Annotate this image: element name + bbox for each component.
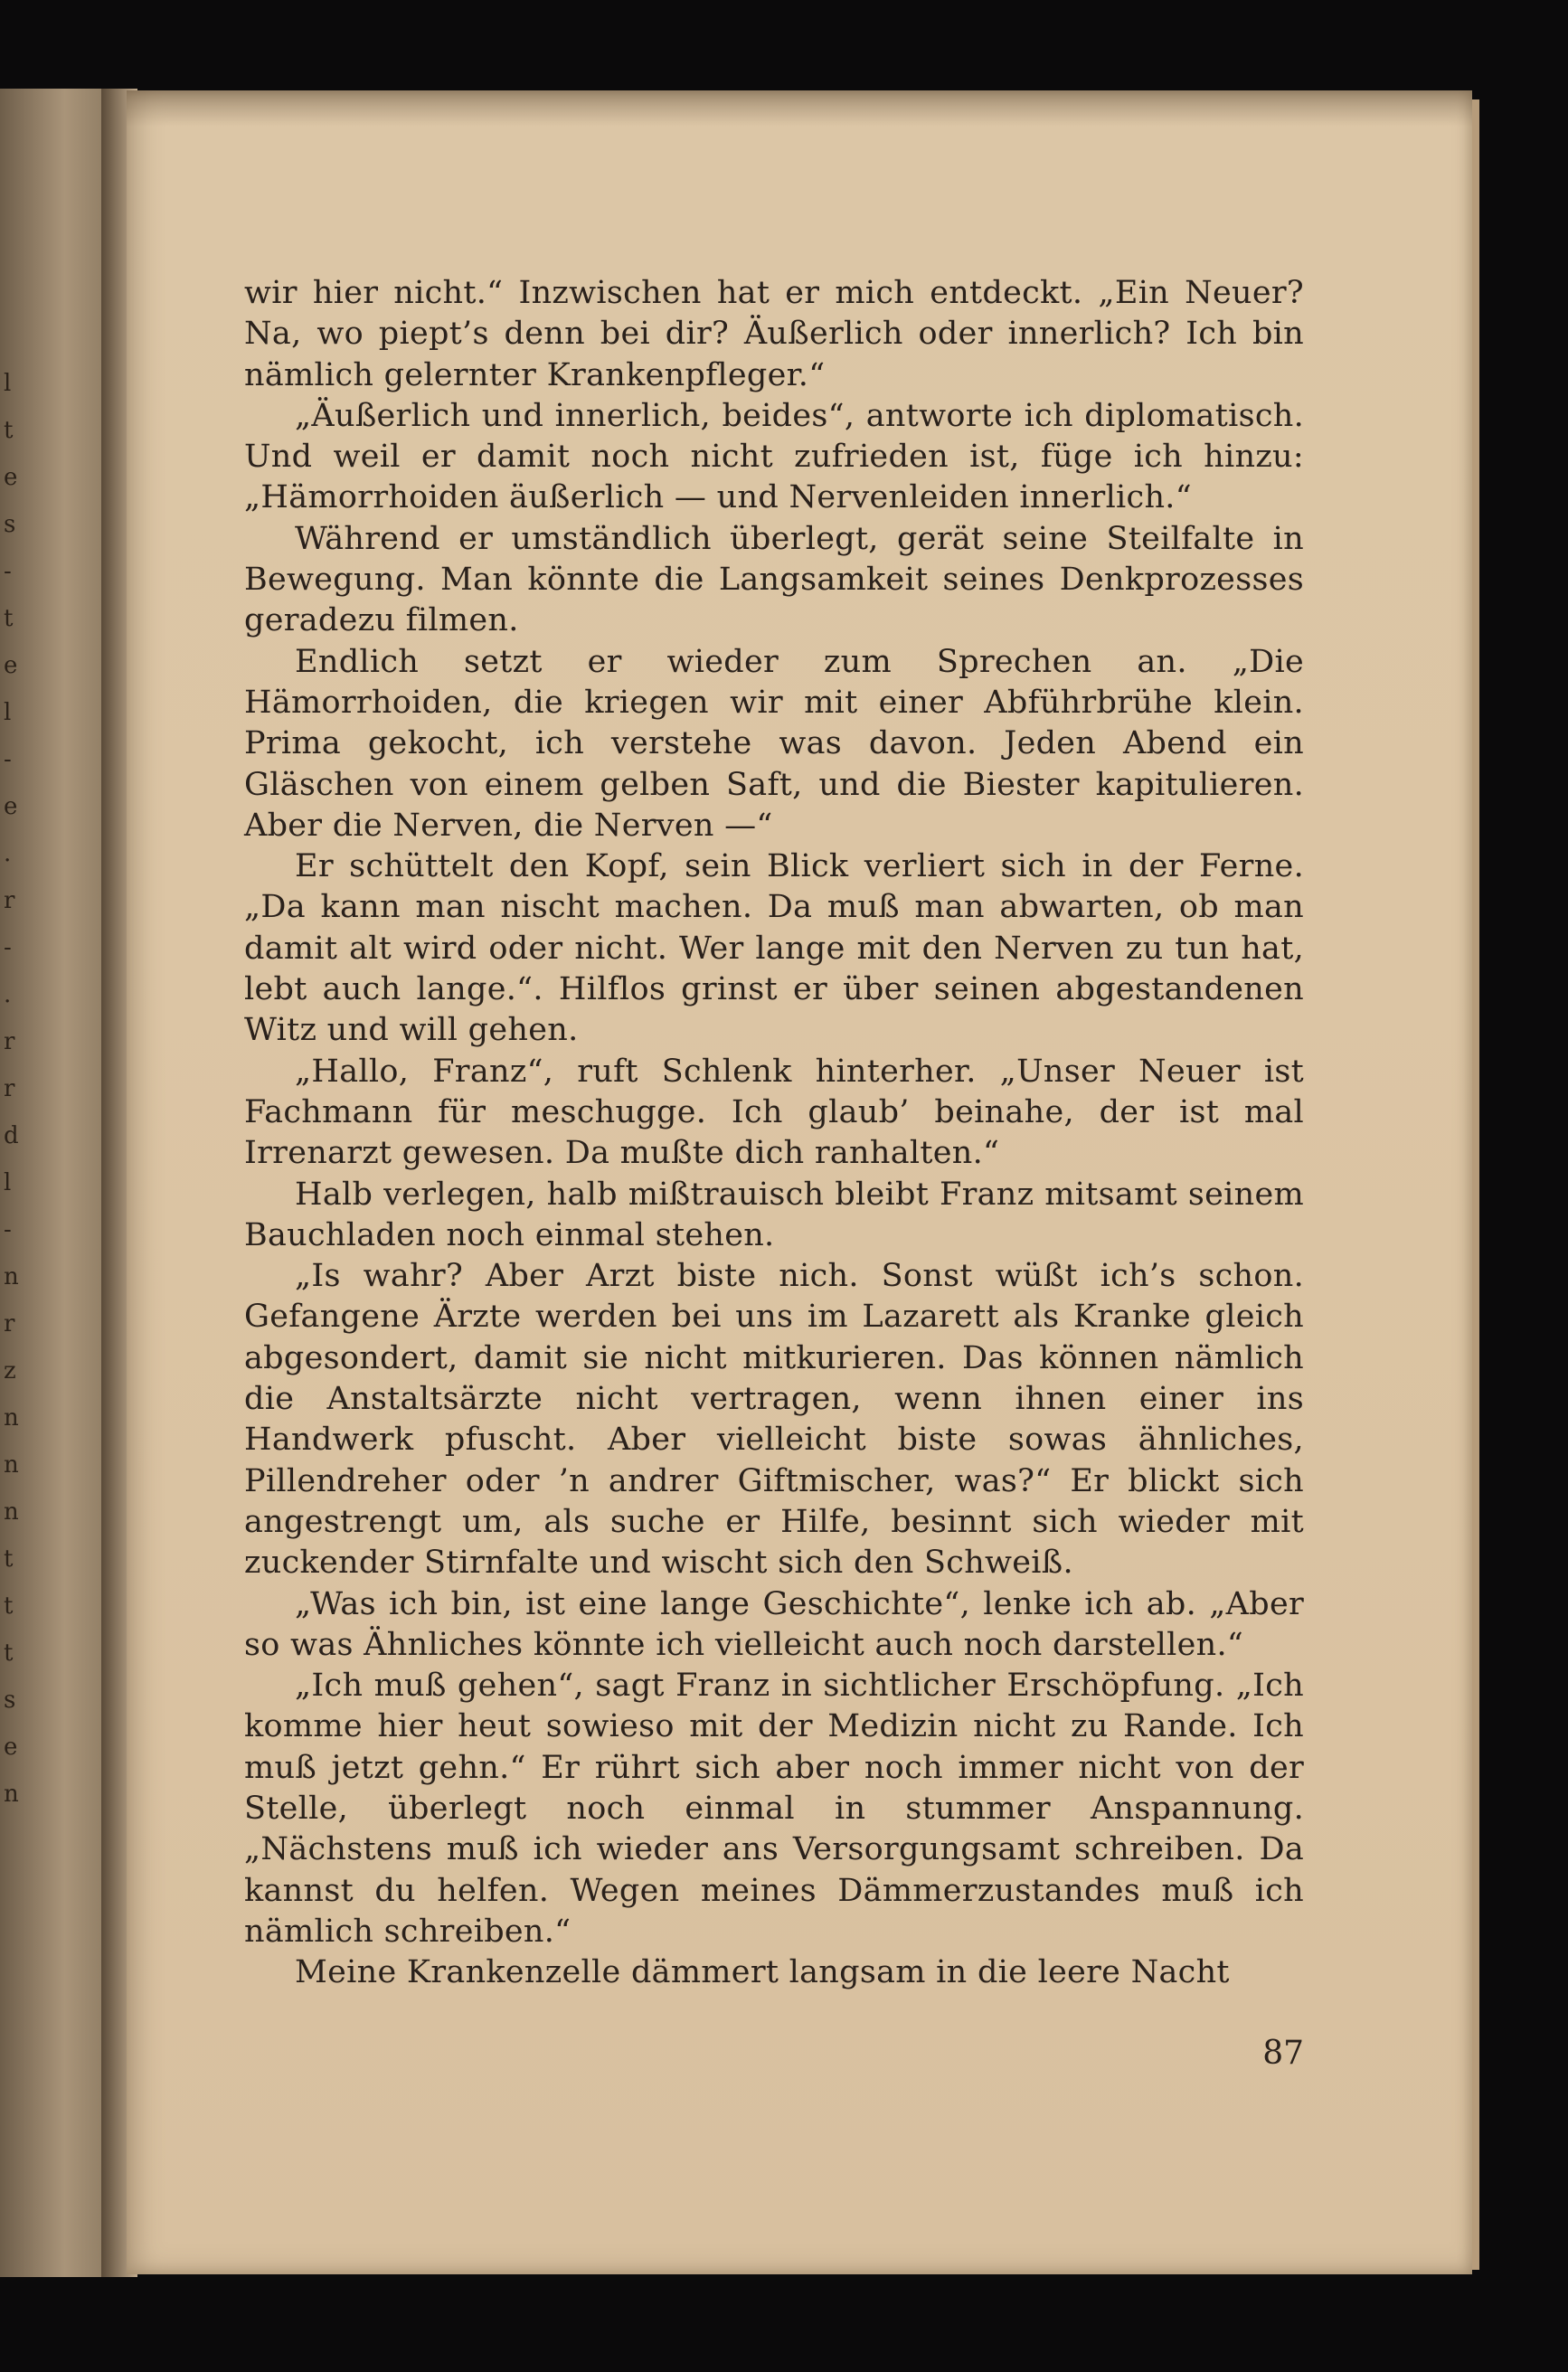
left-edge-fragment: e xyxy=(4,464,18,491)
left-edge-fragment: . xyxy=(4,981,12,1008)
left-edge-fragment: e xyxy=(4,652,18,679)
paragraph: „Is wahr? Aber Arzt biste nich. Sonst wüßt ich’s schon. Gefangene Ärzte werden bei uns im Lazarett als Kranke gleich abgesondert, damit sie nicht mitkurieren. Das können nämlich die Anstaltsärzte nicht vertragen, wenn ihnen einer ins Handwerk pfuscht. Aber vielleicht biste sowas ähnliches, Pillendreher oder ’n andrer Giftmischer, was?“ Er blickt sich angestrengt um, als suche er Hilfe, besinnt sich wieder mit zuckender Stirnfalte und wischt sich den Schweiß. xyxy=(244,1258,1304,1582)
left-page xyxy=(0,89,118,2277)
paragraph: Meine Krankenzelle dämmert langsam in die leere Nacht xyxy=(295,1954,1230,1991)
left-edge-fragment: t xyxy=(4,605,14,632)
left-edge-fragment: l xyxy=(4,370,12,397)
left-edge-fragment: d xyxy=(4,1122,19,1149)
paragraph: „Äußerlich und innerlich, beides“, antworte ich diplomatisch. Und weil er damit noch nicht zufrieden ist, füge ich hinzu: „Hämorrhoiden äußerlich — und Nervenleiden innerlich.“ xyxy=(244,397,1304,516)
page-right-edge xyxy=(1472,99,1479,2270)
left-edge-fragment: l xyxy=(4,699,12,726)
left-edge-fragment: . xyxy=(4,840,12,867)
left-edge-fragment: n xyxy=(4,1451,19,1479)
left-edge-fragment: z xyxy=(4,1357,16,1384)
left-edge-fragment: - xyxy=(4,746,12,773)
left-edge-fragment: r xyxy=(4,1310,15,1337)
page-body-text xyxy=(244,273,1304,1993)
left-edge-fragment: n xyxy=(4,1498,19,1526)
left-edge-fragment: n xyxy=(4,1781,19,1808)
page-number: 87 xyxy=(1262,2035,1304,2072)
left-edge-fragment: l xyxy=(4,1169,12,1196)
left-edge-fragment: - xyxy=(4,934,12,961)
paragraph: Während er umständlich überlegt, gerät seine Steilfalte in Bewegung. Man könnte die Langsamkeit seines Denkprozesses geradezu filmen. xyxy=(244,520,1304,639)
left-page-edge-text xyxy=(4,360,25,1818)
paragraph: „Was ich bin, ist eine lange Geschichte“, lenke ich ab. „Aber so was Ähnliches könnte ich vielleicht auch noch darstellen.“ xyxy=(244,1585,1304,1663)
left-edge-fragment: r xyxy=(4,887,15,914)
left-edge-fragment: n xyxy=(4,1263,19,1290)
paragraph: Endlich setzt er wieder zum Sprechen an. „Die Hämorrhoiden, die kriegen wir mit einer Abführbrühe klein. Prima gekocht, ich verstehe was davon. Jeden Abend ein Gläschen von einem gelben Saft, und die Biester kapitulieren. Aber die Nerven, die Nerven —“ xyxy=(244,643,1304,844)
paragraph: „Ich muß gehen“, sagt Franz in sichtlicher Erschöpfung. „Ich komme hier heut sowieso mit der Medizin nicht zu Rande. Ich muß jetzt gehn.“ Er rührt sich aber noch immer nicht von der Stelle, überlegt noch einmal in stummer Anspannung. „Nächstens muß ich wieder ans Versorgungsamt schreiben. Da kannst du helfen. Wegen meines Dämmerzustandes muß ich nämlich schreiben.“ xyxy=(244,1668,1304,1950)
left-edge-fragment: r xyxy=(4,1075,15,1102)
left-edge-fragment: s xyxy=(4,511,16,538)
left-edge-fragment: e xyxy=(4,793,18,820)
paragraph: wir hier nicht.“ Inzwischen hat er mich entdeckt. „Ein Neuer? Na, wo piept’s denn bei dir? Äußerlich oder innerlich? Ich bin nämlich gelernter Krankenpfleger.“ xyxy=(244,275,1304,393)
left-edge-fragment: t xyxy=(4,1592,14,1620)
left-edge-fragment: t xyxy=(4,417,14,444)
left-edge-fragment: t xyxy=(4,1545,14,1573)
left-edge-fragment: t xyxy=(4,1640,14,1667)
left-edge-fragment: - xyxy=(4,1216,12,1243)
left-edge-fragment: r xyxy=(4,1028,15,1055)
left-edge-fragment: e xyxy=(4,1734,18,1761)
left-edge-fragment: n xyxy=(4,1404,19,1432)
page-top-shadow xyxy=(127,90,1472,127)
left-edge-fragment: s xyxy=(4,1687,16,1714)
paragraph: Er schüttelt den Kopf, sein Blick verliert sich in der Ferne. „Da kann man nischt machen. Da muß man abwarten, ob man damit alt wird oder nicht. Wer lange mit den Nerven zu tun hat, lebt auch lange.“. Hilflos grinst er über seinen abgestandenen Witz und will gehen. xyxy=(244,848,1304,1049)
paragraph: „Hallo, Franz“, ruft Schlenk hinterher. „Unser Neuer ist Fachmann für meschugge. Ich glaub’ beinahe, der ist mal Irrenarzt gewesen. Da mußte dich ranhalten.“ xyxy=(244,1053,1304,1172)
paragraph: Halb verlegen, halb mißtrauisch bleibt Franz mitsamt seinem Bauchladen noch einmal stehen. xyxy=(244,1176,1304,1253)
left-edge-fragment: - xyxy=(4,558,12,585)
